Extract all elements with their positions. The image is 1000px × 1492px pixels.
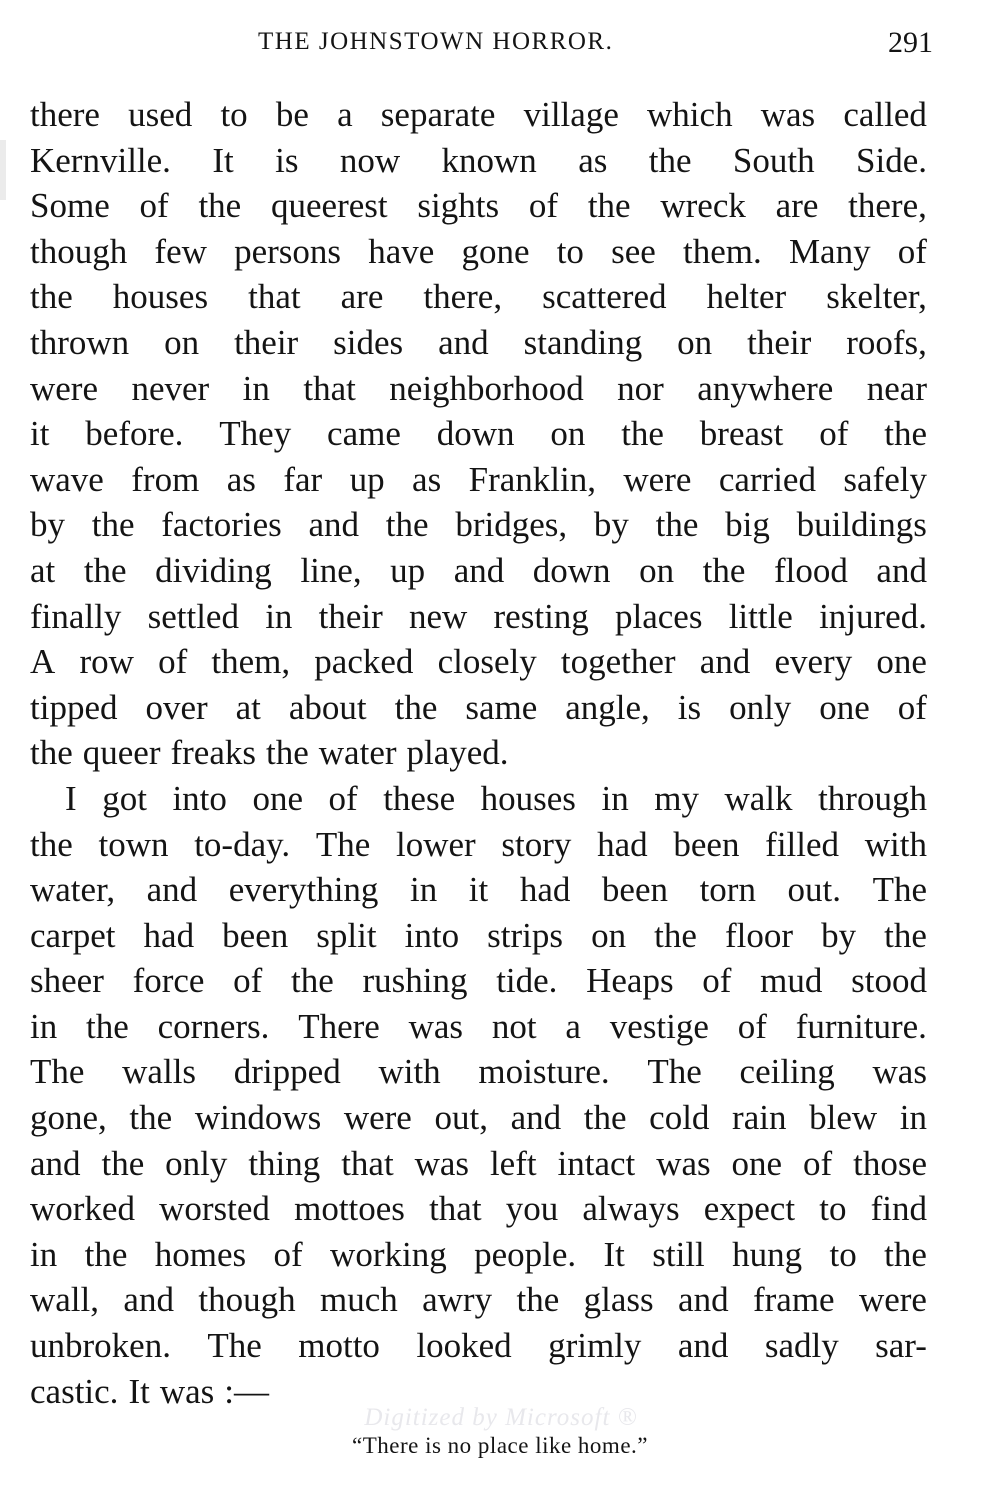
text-line: water, and everything in it had been torn out. The: [30, 870, 927, 910]
motto-quote: “There is no place like home.”: [352, 1433, 648, 1458]
text-line: I got into one of these houses in my walk through: [65, 778, 927, 818]
text-line: The walls dripped with moisture. The ceiling was: [30, 1052, 927, 1092]
text-line: thrown on their sides and standing on their roofs,: [30, 322, 927, 362]
text-line: and the only thing that was left intact was one of those: [30, 1143, 927, 1183]
text-line: gone, the windows were out, and the cold rain blew in: [30, 1098, 927, 1138]
text-line: wall, and though much awry the glass and frame were: [30, 1280, 927, 1320]
text-line: in the corners. There was not a vestige of furniture.: [30, 1006, 927, 1046]
text-line: unbroken. The motto looked grimly and sadly sar-: [30, 1326, 927, 1366]
text-line: by the factories and the bridges, by the big buildings: [30, 505, 927, 545]
text-line: it before. They came down on the breast of the: [30, 414, 927, 454]
body-text: [30, 92, 927, 1414]
text-line: wave from as far up as Franklin, were carried safely: [30, 459, 927, 499]
text-line: in the homes of working people. It still hung to the: [30, 1234, 927, 1274]
running-head: [258, 28, 933, 62]
text-line: at the dividing line, up and down on the flood and: [30, 550, 927, 590]
text-line: Kernville. It is now known as the South Side.: [30, 140, 927, 180]
text-line: there used to be a separate village which was called: [30, 95, 927, 134]
watermark: Digitized by Microsoft ®: [364, 1404, 638, 1431]
text-line: castic. It was :—: [30, 1371, 269, 1411]
text-line: the houses that are there, scattered helter skelter,: [30, 277, 927, 317]
text-line: though few persons have gone to see them. Many of: [30, 231, 927, 271]
page-edge-mark: [0, 140, 6, 200]
text-line: Some of the queerest sights of the wreck are there,: [30, 186, 927, 226]
page-number: 291: [888, 26, 933, 59]
text-line: were never in that neighborhood nor anywhere near: [30, 368, 927, 408]
text-line: the queer freaks the water played.: [30, 733, 509, 773]
text-line: sheer force of the rushing tide. Heaps of mud stood: [30, 961, 927, 1001]
text-line: the town to-day. The lower story had been filled with: [30, 824, 927, 864]
text-line: carpet had been split into strips on the floor by the: [30, 915, 927, 955]
text-line: finally settled in their new resting places little injured.: [30, 596, 927, 636]
text-line: tipped over at about the same angle, is only one of: [30, 687, 927, 727]
text-line: worked worsted mottoes that you always expect to find: [30, 1189, 927, 1229]
text-line: A row of them, packed closely together and every one: [30, 642, 927, 682]
running-title: THE JOHNSTOWN HORROR.: [258, 28, 614, 55]
